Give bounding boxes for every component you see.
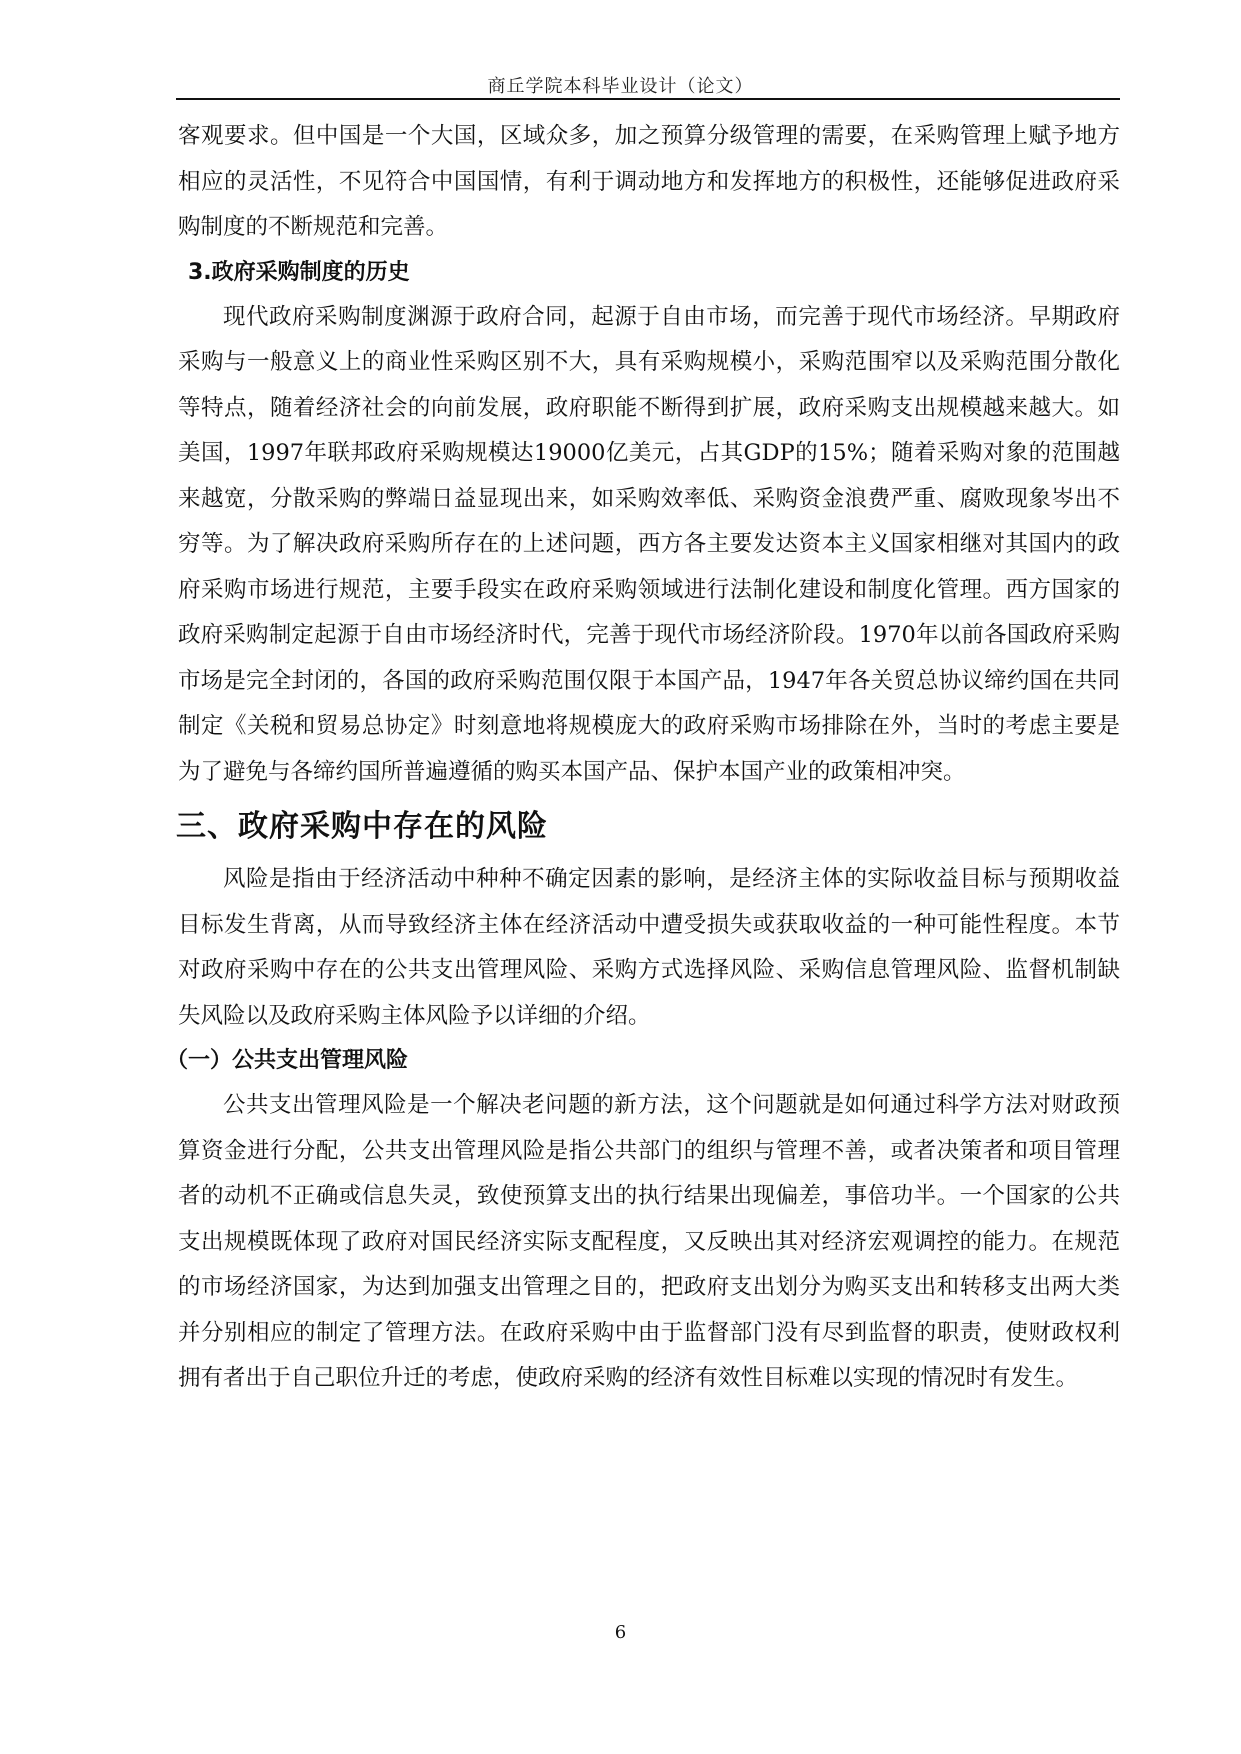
page-body xyxy=(166,114,1120,1402)
header-divider xyxy=(176,98,1120,100)
section-heading-risks: 三、政府采购中存在的风险 xyxy=(176,809,548,844)
subsection-heading-public-expenditure: （一）公共支出管理风险 xyxy=(166,1048,409,1073)
paragraph-continued: 客观要求。但中国是一个大国，区域众多，加之预算分级管理的需要，在采购管理上赋予地方相应的灵活性，不见符合中国国情，有利于调动地方和发挥地方的积极性，还能够促进政府采购制度的不断规范和完善。 xyxy=(178,123,1120,240)
paragraph-history: 现代政府采购制度渊源于政府合同，起源于自由市场，而完善于现代市场经济。早期政府采购与一般意义上的商业性采购区别不大，具有采购规模小，采购范围窄以及采购范围分散化等特点，随着经济社会的向前发展，政府职能不断得到扩展，政府采购支出规模越来越大。如美国，1997年联邦政府采购规模达19000亿美元，占其GDP的15%；随着采购对象的范围越来越宽，分散采购的弊端日益显现出来，如采购效率低、采购资金浪费严重、腐败现象岑出不穷等。为了解决政府采购所存在的上述问题，西方各主要发达资本主义国家相继对其国内的政府采购市场进行规范，主要手段实在政府采购领域进行法制化建设和制度化管理。西方国家的政府采购制定起源于自由市场经济时代，完善于现代市场经济阶段。1970年以前各国政府采购市场是完全封闭的，各国的政府采购范围仅限于本国产品，1947年各关贸总协议缔约国在共同制定《关税和贸易总协定》时刻意地将规模庞大的政府采购市场排除在外，当时的考虑主要是为了避免与各缔约国所普遍遵循的购买本国产品、保护本国产业的政策相冲突。 xyxy=(178,303,1120,785)
running-header: 商丘学院本科毕业设计（论文） xyxy=(487,76,754,97)
paragraph-risk-definition: 风险是指由于经济活动中种种不确定因素的影响，是经济主体的实际收益目标与预期收益目标发生背离，从而导致经济主体在经济活动中遭受损失或获取收益的一种可能性程度。本节对政府采购中存在的公共支出管理风险、采购方式选择风险、采购信息管理风险、监督机制缺失风险以及政府采购主体风险予以详细的介绍。 xyxy=(178,866,1120,1029)
paragraph-public-expenditure: 公共支出管理风险是一个解决老问题的新方法，这个问题就是如何通过科学方法对财政预算资金进行分配，公共支出管理风险是指公共部门的组织与管理不善，或者决策者和项目管理者的动机不正确或信息失灵，致使预算支出的执行结果出现偏差，事倍功半。一个国家的公共支出规模既体现了政府对国民经济实际支配程度，又反映出其对经济宏观调控的能力。在规范的市场经济国家，为达到加强支出管理之目的，把政府支出划分为购买支出和转移支出两大类并分别相应的制定了管理方法。在政府采购中由于监督部门没有尽到监督的职责，使财政权利拥有者出于自己职位升迁的考虑，使政府采购的经济有效性目标难以实现的情况时有发生。 xyxy=(178,1092,1120,1391)
page-number: 6 xyxy=(614,1622,627,1643)
subsection-heading-history: 3.政府采购制度的历史 xyxy=(188,259,410,285)
